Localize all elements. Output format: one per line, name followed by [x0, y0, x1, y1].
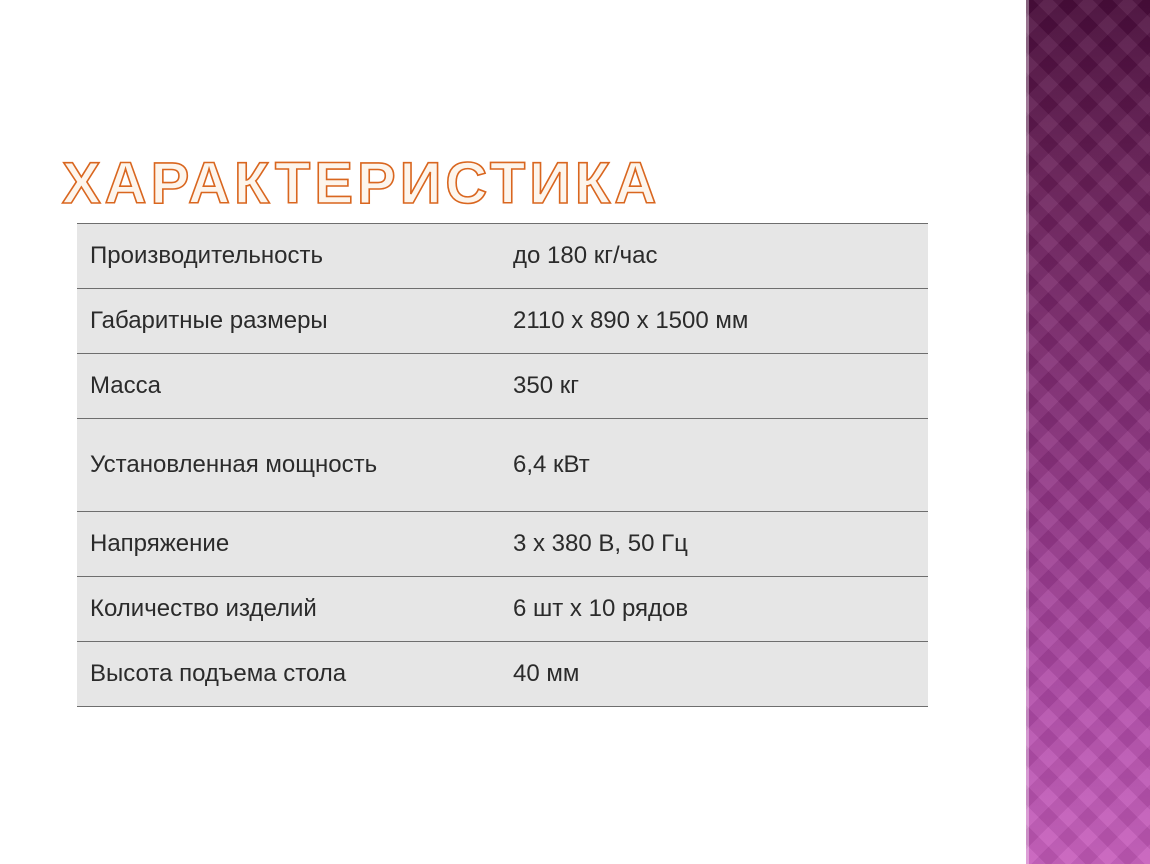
table-row: [77, 354, 928, 419]
spec-param: Масса: [90, 372, 161, 399]
table-row: [77, 419, 928, 512]
spec-param: Количество изделий: [90, 595, 317, 622]
spec-value: 350 кг: [513, 372, 579, 399]
table-row: [77, 512, 928, 577]
spec-value: до 180 кг/час: [513, 242, 658, 269]
spec-value: 2110 х 890 х 1500 мм: [513, 307, 749, 334]
spec-param: Габаритные размеры: [90, 307, 328, 334]
table-row: [77, 224, 928, 289]
spec-value: 3 х 380 В, 50 Гц: [513, 530, 688, 557]
spec-value: 40 мм: [513, 660, 580, 687]
spec-param: Напряжение: [90, 530, 230, 557]
slide-title: ХАРАКТЕРИСТИКА: [62, 150, 661, 216]
table-row: [77, 642, 928, 707]
spec-value: 6,4 кВт: [513, 451, 590, 478]
table-row: [77, 289, 928, 354]
table-row: [77, 577, 928, 642]
spec-param: Высота подъема стола: [90, 660, 347, 687]
decorative-side-band: [1026, 0, 1150, 864]
spec-param: Установленная мощность: [90, 451, 378, 478]
spec-table: [77, 223, 928, 707]
spec-param: Производительность: [90, 242, 323, 269]
spec-value: 6 шт х 10 рядов: [513, 595, 689, 622]
